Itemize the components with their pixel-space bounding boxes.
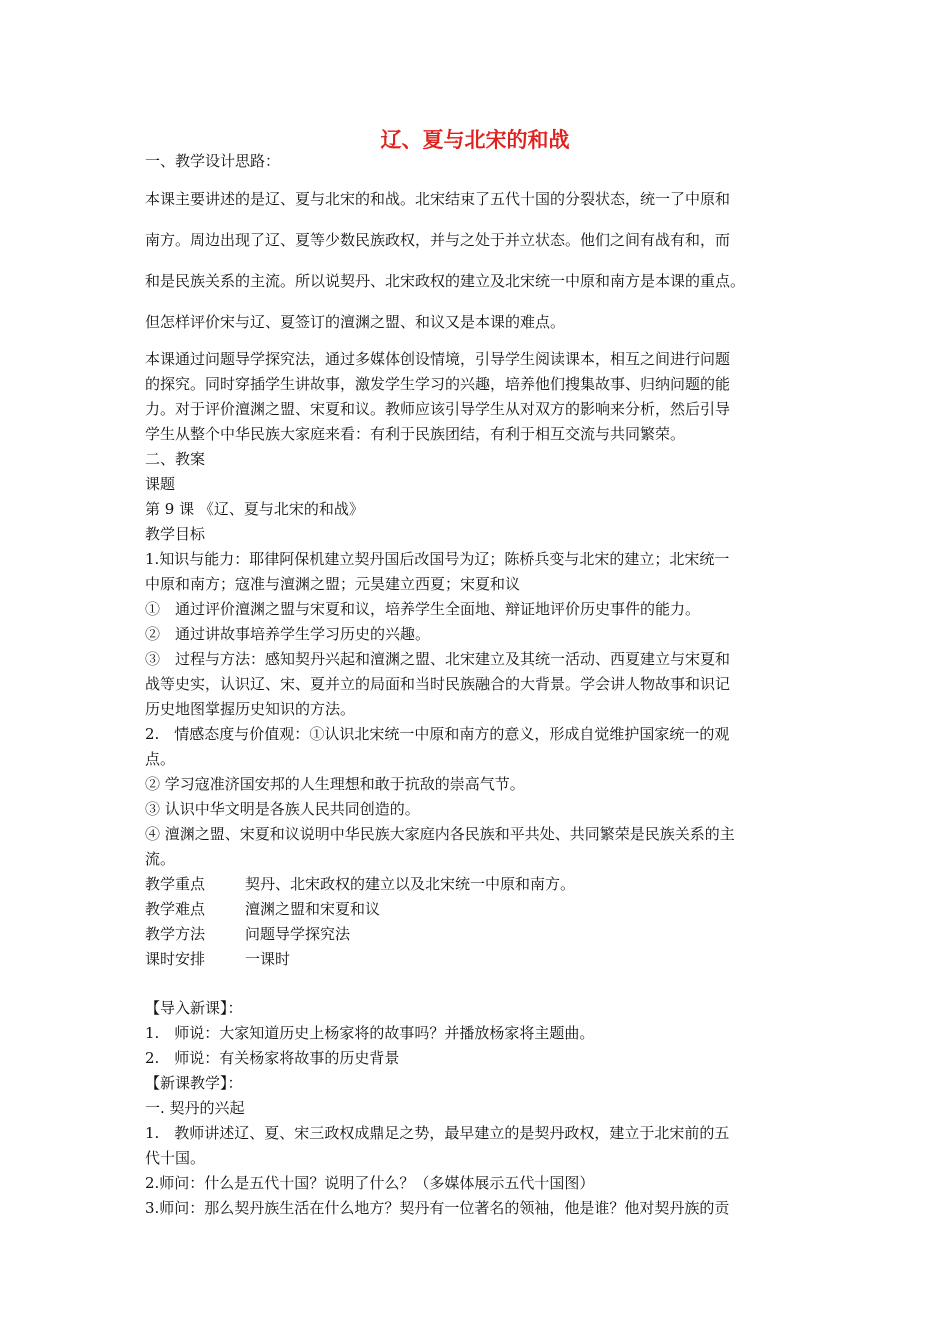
list-item: ② 通过讲故事培养学生学习历史的兴趣。 xyxy=(145,625,431,643)
table-value: 澶渊之盟和宋夏和议 xyxy=(245,900,381,918)
paragraph-line: 中原和南方；寇准与澶渊之盟；元昊建立西夏；宋夏和议 xyxy=(145,575,521,593)
subheading-topic: 课题 xyxy=(145,475,176,493)
list-item: ③ 过程与方法：感知契丹兴起和澶渊之盟、北宋建立及其统一活动、西夏建立与宋夏和 xyxy=(145,650,731,668)
paragraph-line: 流。 xyxy=(145,850,176,868)
document-title: 辽、夏与北宋的和战 xyxy=(380,128,570,152)
list-item: 2. 情感态度与价值观：①认识北宋统一中原和南方的意义，形成自觉维护国家统一的观 xyxy=(145,725,730,743)
section-heading-1: 一、教学设计思路： xyxy=(145,152,281,170)
table-label: 教学难点 xyxy=(145,900,206,918)
list-item: ④ 澶渊之盟、宋夏和议说明中华民族大家庭内各民族和平共处、共同繁荣是民族关系的主 xyxy=(145,825,735,843)
lesson-title: 第 9 课 《辽、夏与北宋的和战》 xyxy=(145,500,364,518)
paragraph-line: 本课通过问题导学探究法，通过多媒体创设情境，引导学生阅读课本，相互之间进行问题 xyxy=(145,350,731,368)
paragraph-line: 1.知识与能力：耶律阿保机建立契丹国后改国号为辽；陈桥兵变与北宋的建立；北宋统一 xyxy=(145,550,730,568)
table-row xyxy=(145,924,350,944)
list-item: 1. 师说：大家知道历史上杨家将的故事吗？并播放杨家将主题曲。 xyxy=(145,1024,595,1042)
subheading-khitan: 一. 契丹的兴起 xyxy=(145,1099,245,1117)
table-row xyxy=(145,899,380,919)
table-label: 课时安排 xyxy=(145,950,206,968)
table-label: 教学重点 xyxy=(145,875,206,893)
list-item: ② 学习寇准济国安邦的人生理想和敢于抗敌的崇高气节。 xyxy=(145,775,525,793)
list-item: 2. 师说：有关杨家将故事的历史背景 xyxy=(145,1049,400,1067)
paragraph-line: 历史地图掌握历史知识的方法。 xyxy=(145,700,356,718)
list-item: ① 通过评价澶渊之盟与宋夏和议，培养学生全面地、辩证地评价历史事件的能力。 xyxy=(145,600,701,618)
paragraph-line: 点。 xyxy=(145,750,176,768)
table-row xyxy=(145,949,290,969)
list-item: 2.师问：什么是五代十国？说明了什么？（多媒体展示五代十国图） xyxy=(145,1174,595,1192)
subheading-goals: 教学目标 xyxy=(145,525,206,543)
paragraph-line: 学生从整个中华民族大家庭来看：有利于民族团结，有利于相互交流与共同繁荣。 xyxy=(145,425,686,443)
table-value: 契丹、北宋政权的建立以及北宋统一中原和南方。 xyxy=(245,875,576,893)
table-value: 一课时 xyxy=(245,950,291,968)
paragraph-line: 南方。周边出现了辽、夏等少数民族政权，并与之处于并立状态。他们之间有战有和，而 xyxy=(145,231,731,249)
paragraph-line: 的探究。同时穿插学生讲故事，激发学生学习的兴趣，培养他们搜集故事、归纳问题的能 xyxy=(145,375,731,393)
paragraph-line: 代十国。 xyxy=(145,1149,206,1167)
table-label: 教学方法 xyxy=(145,925,206,943)
paragraph-line: 战等史实，认识辽、宋、夏并立的局面和当时民族融合的大背景。学会讲人物故事和识记 xyxy=(145,675,731,693)
paragraph-line: 本课主要讲述的是辽、夏与北宋的和战。北宋结束了五代十国的分裂状态，统一了中原和 xyxy=(145,190,731,208)
section-heading-new-lesson: 【新课教学】： xyxy=(145,1074,243,1092)
list-item: ③ 认识中华文明是各族人民共同创造的。 xyxy=(145,800,420,818)
paragraph-line: 力。对于评价澶渊之盟、宋夏和议。教师应该引导学生从对双方的影响来分析，然后引导 xyxy=(145,400,731,418)
table-value: 问题导学探究法 xyxy=(245,925,351,943)
paragraph-line: 但怎样评价宋与辽、夏签订的澶渊之盟、和议又是本课的难点。 xyxy=(145,313,566,331)
section-heading-intro: 【导入新课】： xyxy=(145,999,243,1017)
list-item: 3.师问：那么契丹族生活在什么地方？契丹有一位著名的领袖，他是谁？他对契丹族的贡 xyxy=(145,1199,730,1217)
list-item: 1. 教师讲述辽、夏、宋三政权成鼎足之势，最早建立的是契丹政权，建立于北宋前的五 xyxy=(145,1124,730,1142)
section-heading-2: 二、教案 xyxy=(145,450,206,468)
paragraph-line: 和是民族关系的主流。所以说契丹、北宋政权的建立及北宋统一中原和南方是本课的重点。 xyxy=(145,272,746,290)
table-row xyxy=(145,874,575,894)
